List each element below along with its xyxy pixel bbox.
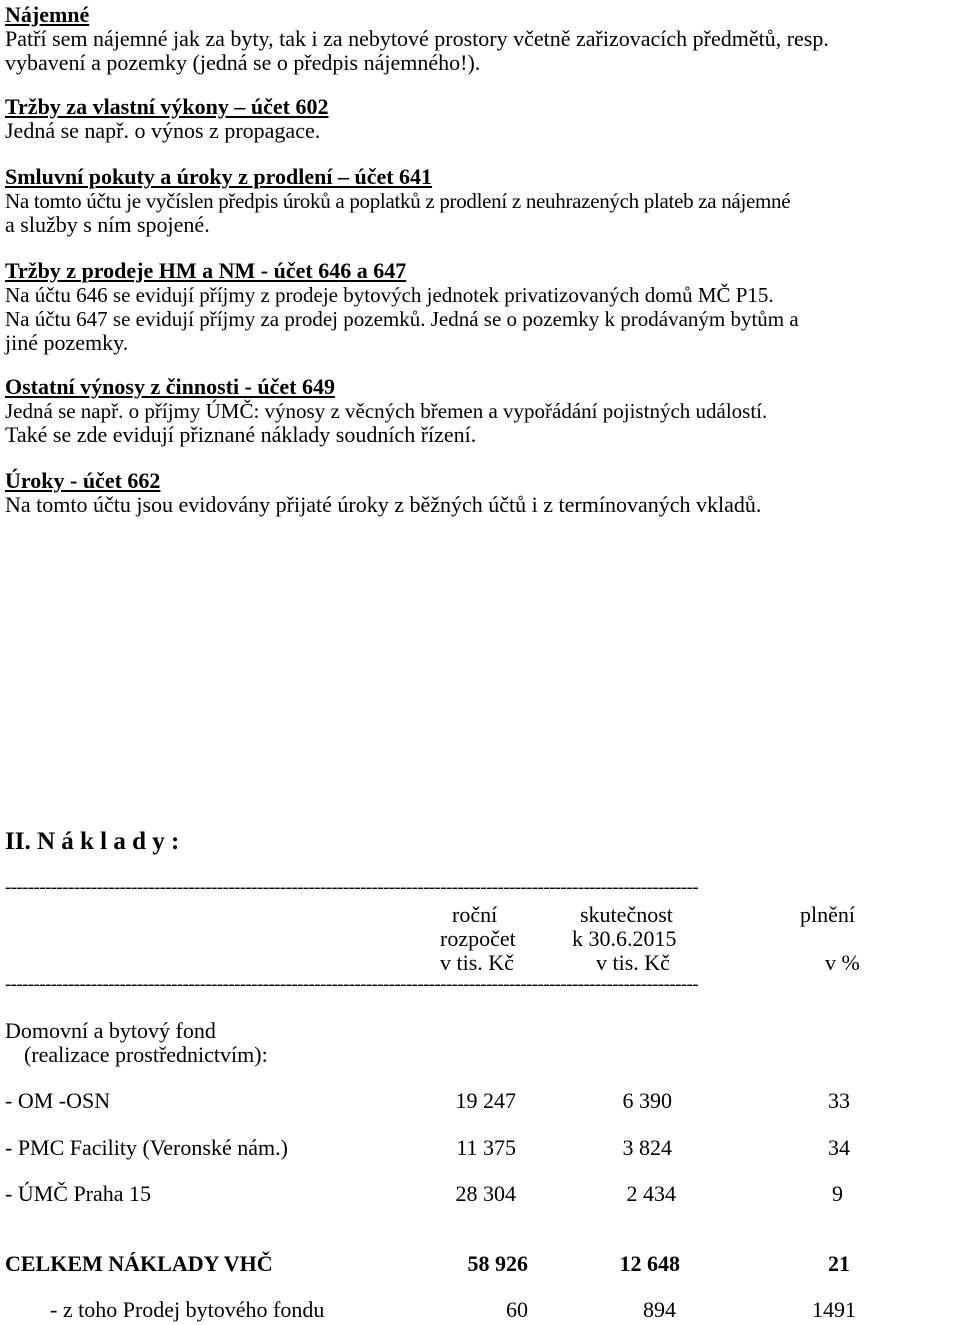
table-cell-pct: 34 — [828, 1135, 850, 1160]
total-cell-actual: 12 648 — [619, 1251, 680, 1276]
table-cell-actual: 6 390 — [622, 1088, 672, 1113]
section-heading-najemne: Nájemné — [5, 2, 90, 27]
table-cell-budget: 19 247 — [455, 1088, 516, 1113]
sub-cell-pct: 1491 — [812, 1297, 856, 1322]
col-header-actual-2: k 30.6.2015 — [572, 926, 677, 951]
section-text-line: Na tomto účtu je vyčíslen předpis úroků a poplatků z prodlení z neuhrazených plateb za nájemné — [5, 189, 791, 213]
dashed-separator: ------------------------------------------------------------------------------------------------------------------------- — [5, 975, 698, 995]
sub-cell-actual: 894 — [643, 1297, 676, 1322]
section-text-line: Na účtu 646 se evidují příjmy z prodeje bytových jednotek privatizovaných domů MČ P15. — [5, 283, 774, 307]
table-row-label: - PMC Facility (Veronské nám.) — [5, 1135, 288, 1160]
group-sublabel: (realizace prostřednictvím): — [24, 1042, 268, 1067]
total-row-label: CELKEM NÁKLADY VHČ — [5, 1251, 273, 1276]
section-text-line: jiné pozemky. — [5, 330, 129, 355]
section-heading-641: Smluvní pokuty a úroky z prodlení – účet 641 — [5, 164, 433, 189]
table-cell-budget: 11 375 — [456, 1135, 516, 1160]
total-cell-pct: 21 — [828, 1251, 850, 1276]
col-header-budget-2: rozpočet — [440, 926, 516, 951]
table-cell-actual: 3 824 — [622, 1135, 672, 1160]
section-heading-662: Úroky - účet 662 — [5, 468, 161, 493]
section-text-line: a služby s ním spojené. — [5, 212, 210, 237]
section-text-line: Na účtu 647 se evidují příjmy za prodej pozemků. Jedná se o pozemky k prodávaným bytům a — [5, 307, 799, 331]
table-cell-pct: 33 — [828, 1088, 850, 1113]
col-header-actual-3: v tis. Kč — [596, 950, 670, 975]
section-text-line: Také se zde evidují přiznané náklady soudních řízení. — [5, 422, 477, 447]
col-header-budget-1: roční — [452, 902, 498, 927]
section-heading-649: Ostatní výnosy z činnosti - účet 649 — [5, 374, 335, 399]
table-row-label: - OM -OSN — [5, 1088, 111, 1113]
section-text-line: vybavení a pozemky (jedná se o předpis nájemného!). — [5, 50, 481, 75]
costs-title: II. N á k l a d y : — [5, 828, 180, 855]
section-heading-646-647: Tržby z prodeje HM a NM - účet 646 a 647 — [5, 258, 407, 283]
section-text-line: Na tomto účtu jsou evidovány přijaté úroky z běžných účtů i z termínovaných vkladů. — [5, 492, 762, 517]
sub-cell-budget: 60 — [506, 1297, 528, 1322]
sub-row-label: - z toho Prodej bytového fondu — [50, 1297, 325, 1322]
section-text-line: Patří sem nájemné jak za byty, tak i za nebytové prostory včetně zařizovacích předmětů, resp. — [5, 26, 829, 51]
table-cell-budget: 28 304 — [455, 1181, 516, 1206]
total-cell-budget: 58 926 — [467, 1251, 528, 1276]
section-text-line: Jedná se např. o výnos z propagace. — [5, 118, 321, 143]
col-header-actual-1: skutečnost — [580, 902, 673, 927]
table-cell-pct: 9 — [832, 1181, 843, 1206]
table-row-label: - ÚMČ Praha 15 — [5, 1181, 152, 1206]
dashed-separator: ------------------------------------------------------------------------------------------------------------------------- — [5, 878, 698, 898]
col-header-pct-3: v % — [825, 950, 860, 975]
section-heading-602: Tržby za vlastní výkony – účet 602 — [5, 94, 329, 119]
col-header-budget-3: v tis. Kč — [440, 950, 514, 975]
group-label: Domovní a bytový fond — [5, 1018, 216, 1043]
table-cell-actual: 2 434 — [626, 1181, 676, 1206]
section-text-line: Jedná se např. o příjmy ÚMČ: výnosy z věcných břemen a vypořádání pojistných událostí. — [5, 399, 768, 423]
col-header-pct-1: plnění — [800, 902, 855, 927]
